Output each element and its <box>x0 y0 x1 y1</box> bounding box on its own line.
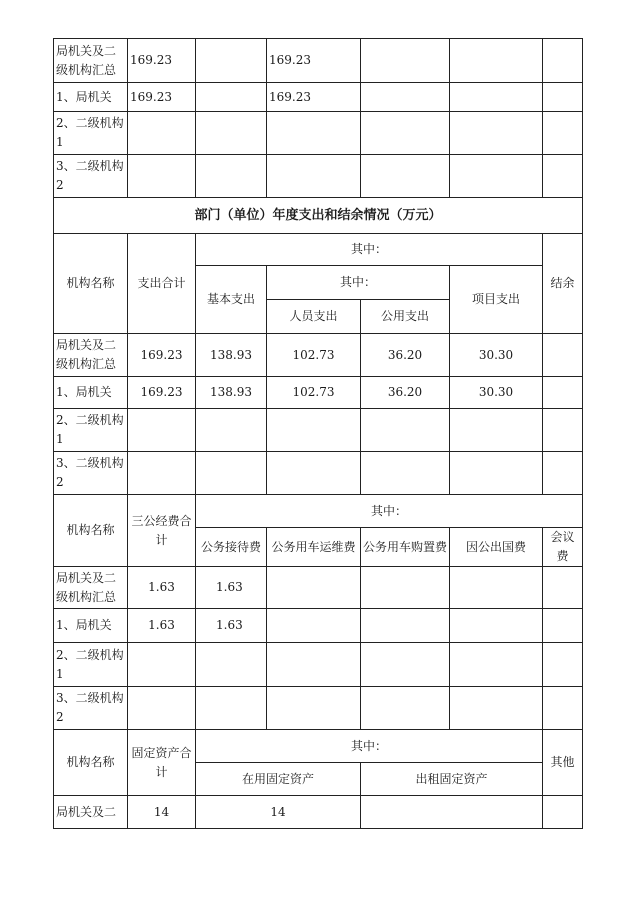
header-total-expenditure: 支出合计 <box>128 234 196 334</box>
project-cell <box>450 452 543 495</box>
header-meeting-fee: 会议费 <box>543 528 583 567</box>
value-cell <box>450 83 543 112</box>
other-cell <box>543 796 583 829</box>
table-row <box>54 39 583 83</box>
balance-cell <box>543 377 583 409</box>
total-cell <box>128 112 196 155</box>
abroad-cell <box>450 609 543 643</box>
header-other: 其他 <box>543 730 583 796</box>
table-row <box>54 377 583 409</box>
total-cell <box>128 452 196 495</box>
value-cell <box>450 155 543 198</box>
value-cell <box>361 83 450 112</box>
header-basic-expenditure: 基本支出 <box>196 266 267 334</box>
header-org-name: 机构名称 <box>54 495 128 567</box>
header-row <box>54 495 583 528</box>
value-cell <box>361 155 450 198</box>
header-public-expenditure: 公用支出 <box>361 300 450 334</box>
personnel-cell: 102.73 <box>267 377 361 409</box>
table-row <box>54 687 583 730</box>
value-cell <box>543 112 583 155</box>
org-name-cell: 局机关及二级机构汇总 <box>54 39 128 83</box>
vehicle-buy-cell <box>361 609 450 643</box>
header-org-name: 机构名称 <box>54 234 128 334</box>
header-vehicle-purchase-fee: 公务用车购置费 <box>361 528 450 567</box>
table-row <box>54 609 583 643</box>
basic-cell <box>196 452 267 495</box>
org-name-cell: 1、局机关 <box>54 377 128 409</box>
in-use-cell: 14 <box>196 796 361 829</box>
project-cell <box>450 409 543 452</box>
project-cell: 30.30 <box>450 334 543 377</box>
value-cell <box>543 39 583 83</box>
personnel-cell: 102.73 <box>267 334 361 377</box>
total-cell <box>128 643 196 687</box>
vehicle-ops-cell <box>267 567 361 609</box>
table-row <box>54 155 583 198</box>
financial-table <box>53 38 583 829</box>
header-fixed-assets-total: 固定资产合计 <box>128 730 196 796</box>
value-cell <box>361 39 450 83</box>
table-row <box>54 112 583 155</box>
value-cell <box>543 83 583 112</box>
org-name-cell: 局机关及二级机构汇总 <box>54 334 128 377</box>
table-row <box>54 643 583 687</box>
header-among-sub: 其中： <box>267 266 450 300</box>
total-cell: 169.23 <box>128 377 196 409</box>
vehicle-buy-cell <box>361 643 450 687</box>
value-cell <box>196 39 267 83</box>
org-name-cell: 2、二级机构1 <box>54 112 128 155</box>
total-cell <box>128 409 196 452</box>
value-cell <box>267 155 361 198</box>
header-personnel-expenditure: 人员支出 <box>267 300 361 334</box>
header-among: 其中： <box>196 495 583 528</box>
value-cell <box>196 155 267 198</box>
header-rented-assets: 出租固定资产 <box>361 763 543 796</box>
table-row <box>54 452 583 495</box>
table-row <box>54 83 583 112</box>
public-cell <box>361 452 450 495</box>
basic-cell: 138.93 <box>196 377 267 409</box>
header-row <box>54 730 583 763</box>
header-balance: 结余 <box>543 234 583 334</box>
balance-cell <box>543 334 583 377</box>
reception-cell: 1.63 <box>196 567 267 609</box>
total-cell <box>128 155 196 198</box>
vehicle-ops-cell <box>267 643 361 687</box>
section-title-row <box>54 198 583 234</box>
value-cell <box>361 112 450 155</box>
total-cell: 14 <box>128 796 196 829</box>
balance-cell <box>543 452 583 495</box>
org-name-cell: 3、二级机构2 <box>54 687 128 730</box>
value-cell <box>196 112 267 155</box>
value-cell <box>196 83 267 112</box>
org-name-cell: 3、二级机构2 <box>54 155 128 198</box>
personnel-cell <box>267 409 361 452</box>
vehicle-buy-cell <box>361 687 450 730</box>
rented-cell <box>361 796 543 829</box>
total-cell: 169.23 <box>128 334 196 377</box>
meeting-cell <box>543 643 583 687</box>
public-cell: 36.20 <box>361 377 450 409</box>
value-cell <box>267 112 361 155</box>
header-among: 其中： <box>196 730 543 763</box>
value-cell: 169.23 <box>267 83 361 112</box>
org-name-cell: 3、二级机构2 <box>54 452 128 495</box>
project-cell: 30.30 <box>450 377 543 409</box>
abroad-cell <box>450 687 543 730</box>
org-name-cell: 2、二级机构1 <box>54 409 128 452</box>
total-cell <box>128 687 196 730</box>
header-abroad-fee: 因公出国费 <box>450 528 543 567</box>
org-name-cell: 1、局机关 <box>54 609 128 643</box>
header-among: 其中： <box>196 234 543 266</box>
header-row <box>54 234 583 266</box>
reception-cell: 1.63 <box>196 609 267 643</box>
value-cell <box>450 112 543 155</box>
abroad-cell <box>450 643 543 687</box>
total-cell: 169.23 <box>128 83 196 112</box>
public-cell: 36.20 <box>361 334 450 377</box>
header-org-name: 机构名称 <box>54 730 128 796</box>
reception-cell <box>196 687 267 730</box>
org-name-cell: 局机关及二 <box>54 796 128 829</box>
org-name-cell: 1、局机关 <box>54 83 128 112</box>
table-row <box>54 409 583 452</box>
basic-cell: 138.93 <box>196 334 267 377</box>
vehicle-ops-cell <box>267 609 361 643</box>
meeting-cell <box>543 567 583 609</box>
header-project-expenditure: 项目支出 <box>450 266 543 334</box>
meeting-cell <box>543 687 583 730</box>
section-title: 部门（单位）年度支出和结余情况（万元） <box>54 198 583 234</box>
total-cell: 169.23 <box>128 39 196 83</box>
table-row <box>54 796 583 829</box>
header-reception-fee: 公务接待费 <box>196 528 267 567</box>
total-cell: 1.63 <box>128 609 196 643</box>
org-name-cell: 局机关及二级机构汇总 <box>54 567 128 609</box>
vehicle-buy-cell <box>361 567 450 609</box>
reception-cell <box>196 643 267 687</box>
balance-cell <box>543 409 583 452</box>
vehicle-ops-cell <box>267 687 361 730</box>
org-name-cell: 2、二级机构1 <box>54 643 128 687</box>
table-row <box>54 334 583 377</box>
meeting-cell <box>543 609 583 643</box>
header-three-public-total: 三公经费合计 <box>128 495 196 567</box>
value-cell: 169.23 <box>267 39 361 83</box>
table-row <box>54 567 583 609</box>
abroad-cell <box>450 567 543 609</box>
value-cell <box>543 155 583 198</box>
personnel-cell <box>267 452 361 495</box>
public-cell <box>361 409 450 452</box>
value-cell <box>450 39 543 83</box>
header-vehicle-operation-fee: 公务用车运维费 <box>267 528 361 567</box>
total-cell: 1.63 <box>128 567 196 609</box>
basic-cell <box>196 409 267 452</box>
header-in-use-assets: 在用固定资产 <box>196 763 361 796</box>
